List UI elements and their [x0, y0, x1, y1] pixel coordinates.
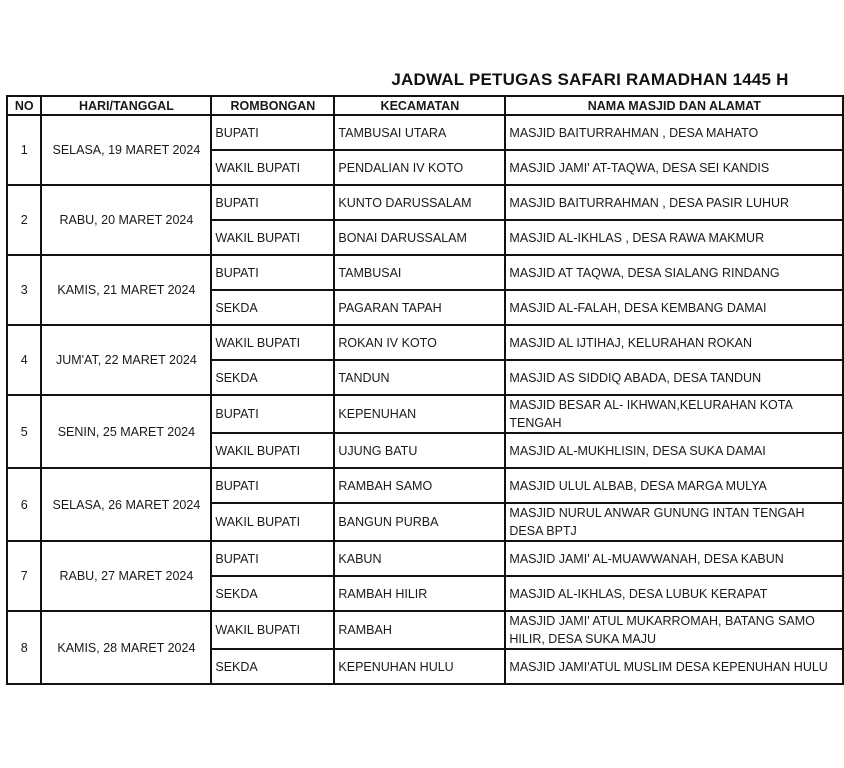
table-row — [7, 255, 844, 290]
masjid-cell: MASJID JAMI' ATUL MUKARROMAH, BATANG SAMO HILIR, DESA SUKA MAJU — [505, 611, 843, 649]
masjid-cell: MASJID JAMI' AL-MUAWWANAH, DESA KABUN — [505, 541, 843, 576]
kecamatan-cell: RAMBAH HILIR — [334, 576, 505, 611]
column-header-no: NO — [7, 96, 41, 115]
masjid-cell: MASJID NURUL ANWAR GUNUNG INTAN TENGAH DESA BPTJ — [505, 503, 843, 541]
row-number: 1 — [7, 115, 41, 185]
masjid-cell: MASJID AL-IKHLAS , DESA RAWA MAKMUR — [505, 220, 843, 255]
rombongan-cell: BUPATI — [211, 395, 334, 433]
row-number: 3 — [7, 255, 41, 325]
kecamatan-cell: PAGARAN TAPAH — [334, 290, 505, 325]
rombongan-cell: WAKIL BUPATI — [211, 325, 334, 360]
kecamatan-cell: RAMBAH SAMO — [334, 468, 505, 503]
rombongan-cell: SEKDA — [211, 649, 334, 684]
row-date: JUM'AT, 22 MARET 2024 — [41, 325, 211, 395]
column-header-nama-masjid: NAMA MASJID DAN ALAMAT — [505, 96, 843, 115]
masjid-cell: MASJID AS SIDDIQ ABADA, DESA TANDUN — [505, 360, 843, 395]
rombongan-cell: BUPATI — [211, 255, 334, 290]
kecamatan-cell: RAMBAH — [334, 611, 505, 649]
table-row — [7, 611, 844, 649]
rombongan-cell: WAKIL BUPATI — [211, 503, 334, 541]
masjid-cell: MASJID JAMI'ATUL MUSLIM DESA KEPENUHAN HULU — [505, 649, 843, 684]
row-number: 6 — [7, 468, 41, 541]
masjid-cell: MASJID AL-FALAH, DESA KEMBANG DAMAI — [505, 290, 843, 325]
masjid-cell: MASJID BAITURRAHMAN , DESA PASIR LUHUR — [505, 185, 843, 220]
rombongan-cell: WAKIL BUPATI — [211, 220, 334, 255]
rombongan-cell: BUPATI — [211, 541, 334, 576]
kecamatan-cell: TAMBUSAI UTARA — [334, 115, 505, 150]
row-number: 2 — [7, 185, 41, 255]
table-header-row — [7, 96, 844, 115]
rombongan-cell: SEKDA — [211, 290, 334, 325]
table-row — [7, 115, 844, 150]
rombongan-cell: WAKIL BUPATI — [211, 433, 334, 468]
row-date: SELASA, 19 MARET 2024 — [41, 115, 211, 185]
masjid-cell: MASJID AT TAQWA, DESA SIALANG RINDANG — [505, 255, 843, 290]
row-date: KAMIS, 28 MARET 2024 — [41, 611, 211, 684]
kecamatan-cell: KEPENUHAN HULU — [334, 649, 505, 684]
rombongan-cell: BUPATI — [211, 115, 334, 150]
row-date: RABU, 20 MARET 2024 — [41, 185, 211, 255]
kecamatan-cell: PENDALIAN IV KOTO — [334, 150, 505, 185]
kecamatan-cell: ROKAN IV KOTO — [334, 325, 505, 360]
masjid-cell: MASJID AL IJTIHAJ, KELURAHAN ROKAN — [505, 325, 843, 360]
rombongan-cell: BUPATI — [211, 185, 334, 220]
table-row — [7, 185, 844, 220]
table-row — [7, 395, 844, 433]
kecamatan-cell: BONAI DARUSSALAM — [334, 220, 505, 255]
table-row — [7, 541, 844, 576]
row-date: KAMIS, 21 MARET 2024 — [41, 255, 211, 325]
kecamatan-cell: KEPENUHAN — [334, 395, 505, 433]
schedule-table — [6, 95, 844, 685]
document-title: JADWAL PETUGAS SAFARI RAMADHAN 1445 H — [391, 70, 789, 89]
row-date: SENIN, 25 MARET 2024 — [41, 395, 211, 468]
row-number: 5 — [7, 395, 41, 468]
kecamatan-cell: UJUNG BATU — [334, 433, 505, 468]
table-row — [7, 325, 844, 360]
rombongan-cell: WAKIL BUPATI — [211, 611, 334, 649]
kecamatan-cell: TANDUN — [334, 360, 505, 395]
kecamatan-cell: TAMBUSAI — [334, 255, 505, 290]
masjid-cell: MASJID BAITURRAHMAN , DESA MAHATO — [505, 115, 843, 150]
row-number: 7 — [7, 541, 41, 611]
masjid-cell: MASJID BESAR AL- IKHWAN,KELURAHAN KOTA TENGAH — [505, 395, 843, 433]
kecamatan-cell: KUNTO DARUSSALAM — [334, 185, 505, 220]
column-header-kecamatan: KECAMATAN — [334, 96, 505, 115]
column-header-hari-tanggal: HARI/TANGGAL — [41, 96, 211, 115]
row-date: SELASA, 26 MARET 2024 — [41, 468, 211, 541]
rombongan-cell: SEKDA — [211, 360, 334, 395]
kecamatan-cell: BANGUN PURBA — [334, 503, 505, 541]
row-date: RABU, 27 MARET 2024 — [41, 541, 211, 611]
rombongan-cell: BUPATI — [211, 468, 334, 503]
rombongan-cell: SEKDA — [211, 576, 334, 611]
row-number: 8 — [7, 611, 41, 684]
kecamatan-cell: KABUN — [334, 541, 505, 576]
table-row — [7, 468, 844, 503]
masjid-cell: MASJID JAMI' AT-TAQWA, DESA SEI KANDIS — [505, 150, 843, 185]
row-number: 4 — [7, 325, 41, 395]
masjid-cell: MASJID AL-MUKHLISIN, DESA SUKA DAMAI — [505, 433, 843, 468]
column-header-rombongan: ROMBONGAN — [211, 96, 334, 115]
masjid-cell: MASJID AL-IKHLAS, DESA LUBUK KERAPAT — [505, 576, 843, 611]
rombongan-cell: WAKIL BUPATI — [211, 150, 334, 185]
masjid-cell: MASJID ULUL ALBAB, DESA MARGA MULYA — [505, 468, 843, 503]
